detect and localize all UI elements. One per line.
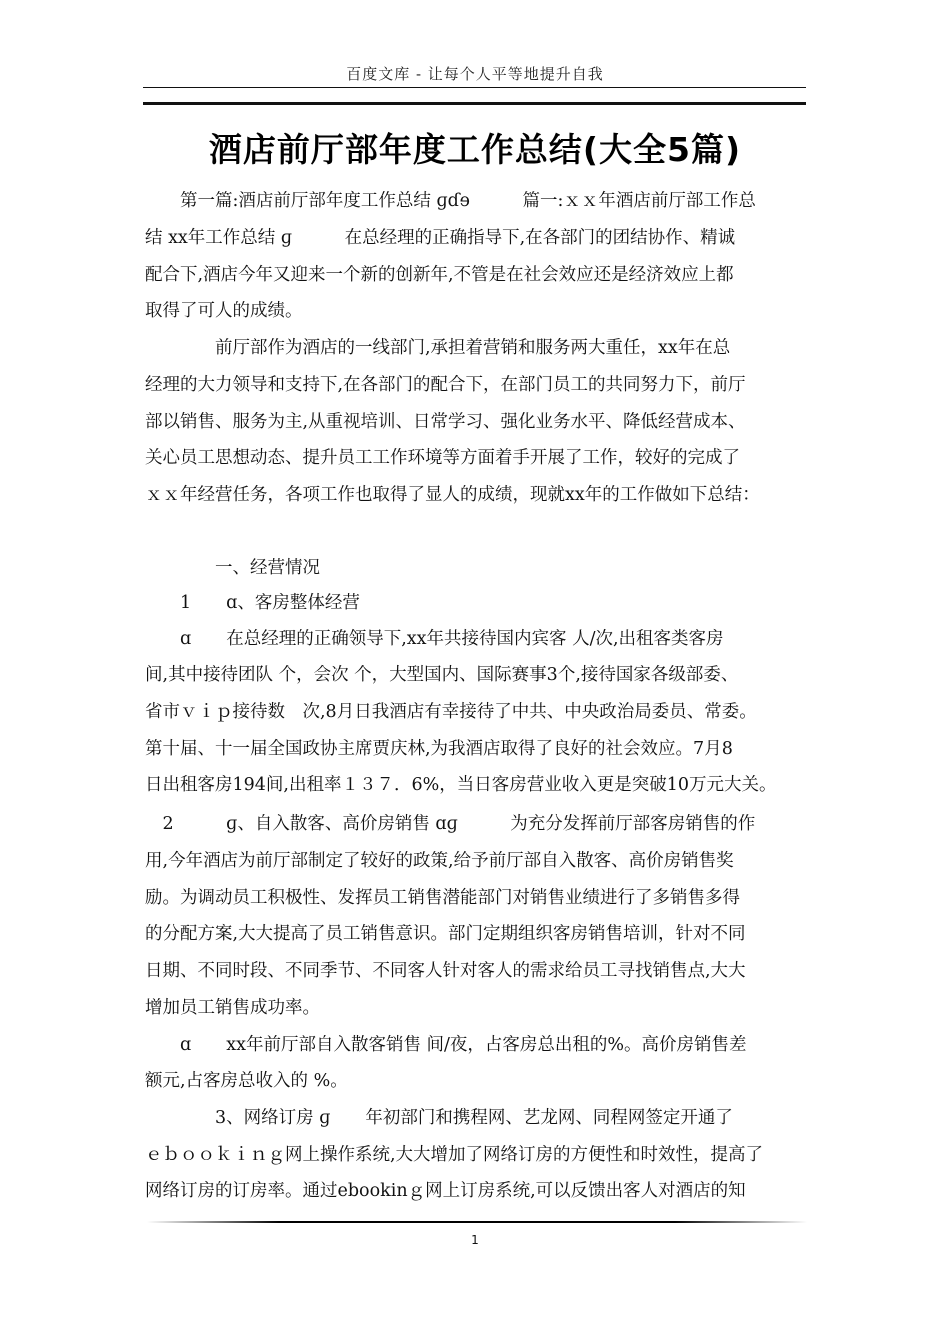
text-line: 第一篇:酒店前厅部年度工作总结 ɡɗɘ 篇一:ｘｘ年酒店前厅部工作总 — [145, 191, 756, 211]
header-rule-thin — [143, 87, 806, 88]
text-line: 结 xx年工作总结 ɡ 在总经理的正确指导下,在各部门的团结协作、精诚 — [145, 228, 736, 248]
text-line: 省市ｖｉｐ接待数 次,8月日我酒店有幸接待了中共、中央政治局委员、常委。 — [145, 702, 757, 722]
text-line: 励。为调动员工积极性、发挥员工销售潜能部门对销售业绩进行了多销售多得 — [145, 888, 740, 908]
text-line: ｘｘ年经营任务，各项工作也取得了显人的成绩，现就xx年的工作做如下总结： — [145, 485, 760, 505]
text-line: 前厅部作为酒店的一线部门,承担着营销和服务两大重任，xx年在总 — [145, 338, 731, 358]
text-line: 经理的大力领导和支持下,在各部门的配合下，在部门员工的共同努力下，前厅 — [145, 375, 746, 395]
text-line: 配合下,酒店今年又迎来一个新的创新年,不管是在社会效应还是经济效应上都 — [145, 265, 734, 285]
text-line: 日期、不同时段、不同季节、不同客人针对客人的需求给员工寻找销售点,大大 — [145, 961, 746, 981]
text-line: ɑ xx年前厅部自入散客销售 间/夜，占客房总出租的%。高价房销售差 — [145, 1035, 747, 1055]
section-heading: 一、经营情况 — [145, 558, 320, 578]
text-line: 用,今年酒店为前厅部制定了较好的政策,给予前厅部自入散客、高价房销售奖 — [145, 851, 734, 871]
text-line: ｅｂｏｏｋｉｎｇ网上操作系统,大大增加了网络订房的方便性和时效性，提高了 — [145, 1145, 764, 1165]
text-line: 日出租客房194间,出租率１３７．6%，当日客房营业收入更是突破10万元大关。 — [145, 775, 777, 795]
text-line: ɑ 在总经理的正确领导下,xx年共接待国内宾客 人/次,出租客类客房 — [145, 629, 724, 649]
text-line: 网络订房的订房率。通过ebookinｇ网上订房系统,可以反馈出客人对酒店的知 — [145, 1181, 746, 1201]
page-header: 百度文库 - 让每个人平等地提升自我 — [346, 65, 604, 83]
text-line: 额元,占客房总收入的 %。 — [145, 1071, 348, 1091]
header-rule-thick — [143, 102, 806, 105]
text-line: 3、网络订房 ɡ 年初部门和携程网、艺龙网、同程网签定开通了 — [145, 1108, 733, 1128]
text-line: 部以销售、服务为主,从重视培训、日常学习、强化业务水平、降低经营成本、 — [145, 412, 746, 432]
subsection-heading: 1 ɑ、客房整体经营 — [145, 593, 360, 613]
text-line: 增加员工销售成功率。 — [145, 998, 320, 1018]
page-number: 1 — [471, 1233, 479, 1247]
text-line: 间,其中接待团队 个，会次 个，大型国内、国际赛事3个,接待国家各级部委、 — [145, 665, 739, 685]
text-line: 取得了可人的成绩。 — [145, 301, 303, 321]
footer-rule — [147, 1221, 807, 1223]
text-line: 2 ɡ、自入散客、高价房销售 ɑɡ 为充分发挥前厅部客房销售的作 — [145, 814, 756, 834]
document-title: 酒店前厅部年度工作总结(大全5篇) — [208, 130, 742, 169]
text-line: 关心员工思想动态、提升员工工作环境等方面着手开展了工作，较好的完成了 — [145, 448, 740, 468]
text-line: 第十届、十一届全国政协主席贾庆林,为我酒店取得了良好的社会效应。7月8 — [145, 739, 733, 759]
text-line: 的分配方案,大大提高了员工销售意识。部门定期组织客房销售培训，针对不同 — [145, 924, 746, 944]
